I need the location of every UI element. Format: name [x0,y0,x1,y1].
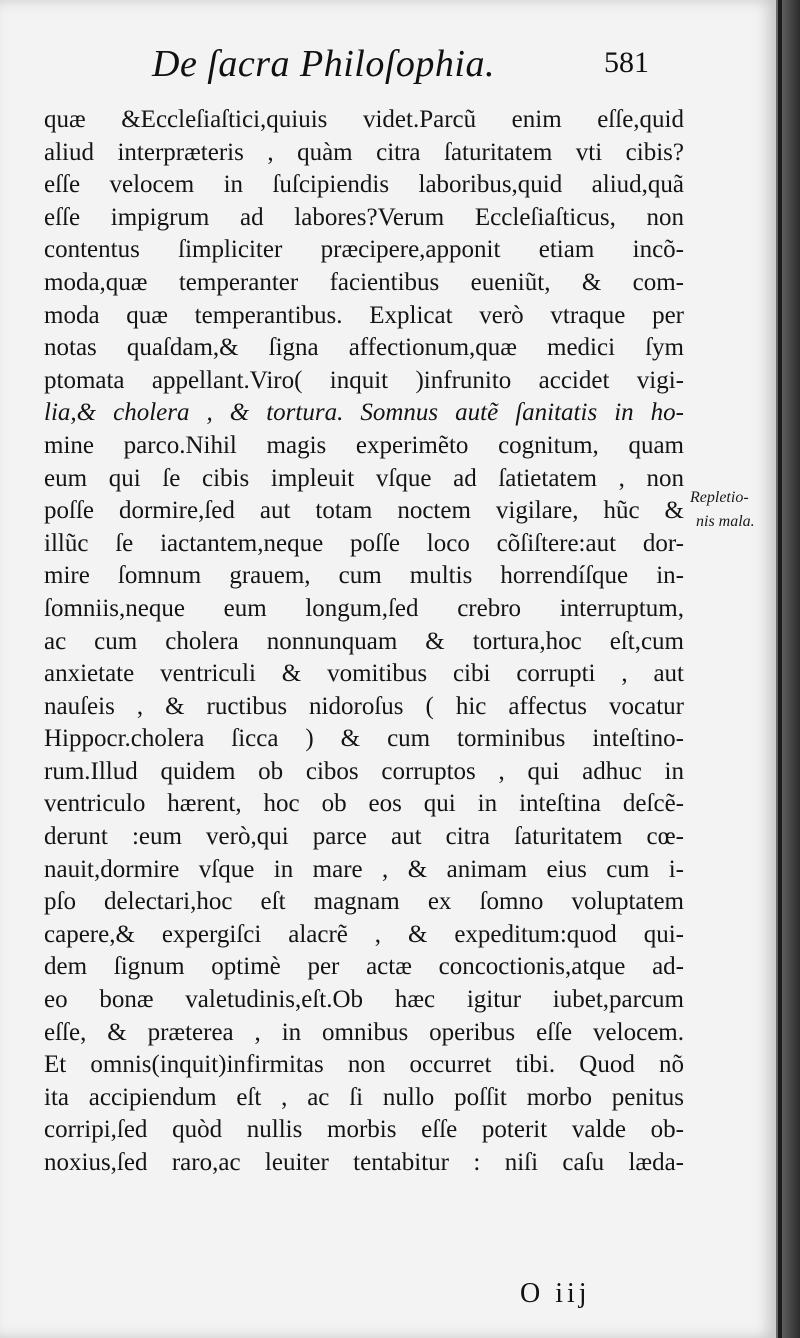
text-line: lia,& cholera , & tortura. Somnus autẽ ſanitatis in ho- [44,399,684,427]
page-header [0,42,776,92]
text-line: eſſe, & præterea , in omnibus operibus eſſe velocem. [44,1018,684,1046]
text-line: eo bonæ valetudinis,eſt.Ob hæc igitur iubet,parcum [44,986,684,1014]
text-line: dem ſignum optimè per actæ concoctionis,atque ad- [44,953,684,981]
margin-note-line: nis mala. [696,513,755,530]
text-line: contentus ſimpliciter præcipere,apponit etiam incõ- [44,236,684,264]
text-line: capere,& expergiſci alacrẽ , & expeditum:quod qui- [44,920,684,948]
text-line: ventriculo hærent, hoc ob eos qui in inteſtina deſcẽ- [44,790,684,818]
body-text [44,104,684,1180]
text-line: illũc ſe iactantem,neque poſſe loco cõſiſtere:aut dor- [44,529,684,557]
text-line: nauit,dormire vſque in mare , & animam eius cum i- [44,855,684,883]
text-line: Hippocr.cholera ſicca ) & cum torminibus inteſtino- [44,725,684,753]
text-line: ac cum cholera nonnunquam & tortura,hoc eſt,cum [44,627,684,655]
page-edge-shadow [778,0,782,1338]
text-line: Et omnis(inquit)infirmitas non occurret tibi. Quod nõ [44,1051,684,1079]
text-line: mire ſomnum grauem, cum multis horrendíſque in- [44,562,684,590]
text-line: mine parco.Nihil magis experimẽto cognitum, quam [44,431,684,459]
signature-mark: O iij [520,1278,591,1309]
text-line: eſſe impigrum ad labores?Verum Eccleſiaſticus, non [44,203,684,231]
text-line: eſſe velocem in ſuſcipiendis laboribus,quid aliud,quã [44,171,684,199]
text-line: noxius,ſed raro,ac leuiter tentabitur : niſi caſu læda- [44,1149,684,1176]
text-line: nauſeis , & ructibus nidoroſus ( hic affectus vocatur [44,692,684,720]
margin-note [690,486,780,534]
margin-note-line: Repletio- [690,489,749,506]
text-line: poſſe dormire,ſed aut totam noctem vigilare, hũc & [44,497,684,525]
text-line: moda,quæ temperanter facientibus eueniũt, & com- [44,268,684,296]
text-line: aliud interpræteris , quàm citra ſaturitatem vti cibis? [44,138,684,166]
text-line: rum.Illud quidem ob cibos corruptos , qui adhuc in [44,757,684,785]
text-line: quæ &Eccleſiaſtici,quiuis videt.Parcũ enim eſſe,quid [44,106,684,133]
text-line: derunt :eum verò,qui parce aut citra ſaturitatem cœ- [44,823,684,851]
text-line: corripi,ſed quòd nullis morbis eſſe poterit valde ob- [44,1116,684,1144]
text-line: pſo delectari,hoc eſt magnam ex ſomno voluptatem [44,888,684,916]
page-number: 581 [604,46,649,79]
text-line: notas quaſdam,& ſigna affectionum,quæ medici ſym [44,334,684,362]
text-line: ptomata appellant.Viro( inquit )infrunito accidet vigi- [44,366,684,394]
text-line: ita accipiendum eſt , ac ſi nullo poſſit morbo penitus [44,1083,684,1111]
running-title: De ſacra Philoſophia. [152,43,495,85]
text-line: ſomniis,neque eum longum,ſed crebro interruptum, [44,594,684,622]
text-line: eum qui ſe cibis impleuit vſque ad ſatietatem , non [44,464,684,492]
text-line: moda quæ temperantibus. Explicat verò vtraque per [44,301,684,329]
text-line: anxietate ventriculi & vomitibus cibi corrupti , aut [44,660,684,688]
